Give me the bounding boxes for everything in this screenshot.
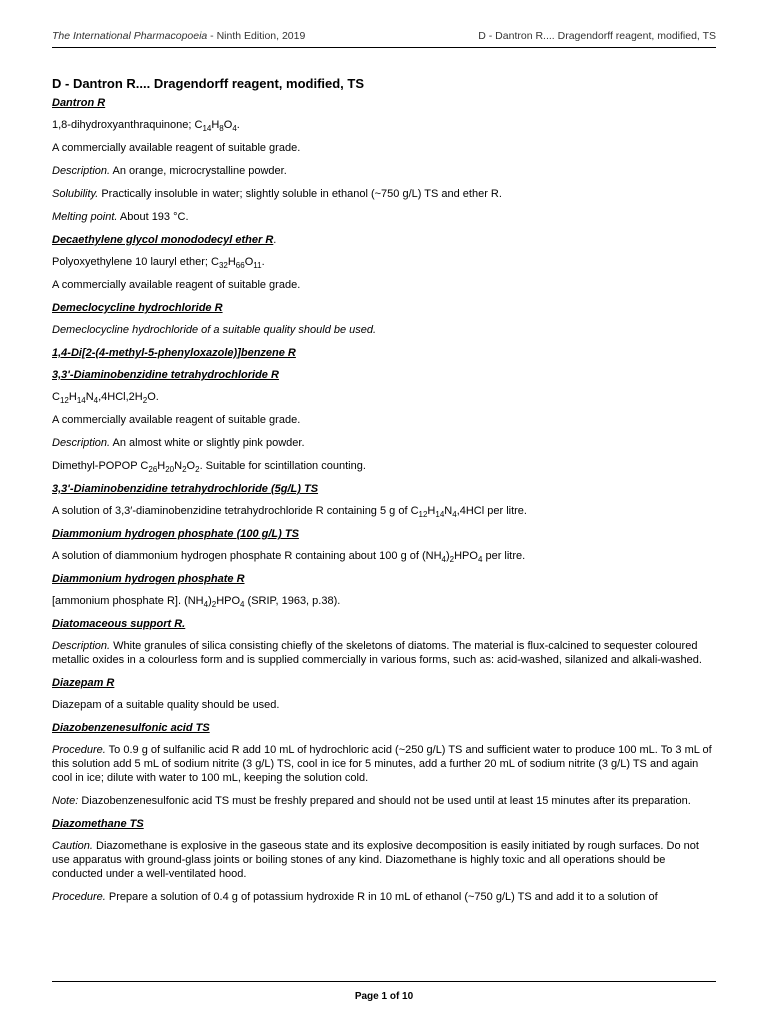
dantron-solubility: Solubility. Practically insoluble in water; slightly soluble in ethanol (~750 g/L) TS and ether R. <box>52 188 502 200</box>
diammonium-ts-text: A solution of diammonium hydrogen phosphate R containing about 100 g of $(NH_4)_2HPO_4$ per litre. <box>52 550 526 564</box>
footer-divider <box>52 981 716 982</box>
diaminobenzidine-grade: A commercially available reagent of suitable grade. <box>52 414 301 426</box>
dantron-melting-point: Melting point. About 193 °C. <box>52 211 189 223</box>
decaethylene-heading: Decaethylene glycol monododecyl ether R. <box>52 234 277 246</box>
diaminobenzidine-formula: $C_{12}H_{14}N_4,4HCl,2H_2O$. <box>52 391 159 405</box>
diazobenzenesulfonic-note: Note: Diazobenzenesulfonic acid TS must be freshly prepared and should not be used until at least 15 minutes after its preparation. <box>52 795 691 807</box>
publication-line <box>52 30 305 42</box>
diatomaceous-description: Description. White granules of silica consisting chiefly of the skeletons of diatoms. The material is flux-calcined to sequester coloured metallic oxides in a colourless form and is supplied commercially in various forms, such as: acid-washed, silanized and alkali-washed. <box>52 640 702 666</box>
entry-title-dantron[interactable]: Dantron R <box>52 97 106 109</box>
entry-title-dimethyl-popop[interactable]: 1,4-Di[2-(4-methyl-5-phenyloxazole)]benzene R <box>52 347 296 359</box>
page-number: Page 1 of 10 <box>354 991 414 1002</box>
demeclocycline-text: Demeclocycline hydrochloride of a suitable quality should be used. <box>52 324 377 336</box>
entry-title-demeclocycline[interactable]: Demeclocycline hydrochloride R <box>52 302 223 314</box>
entry-title-decaethylene[interactable]: Decaethylene glycol monododecyl ether R <box>52 234 274 246</box>
edition-text: - Ninth Edition, 2019 <box>207 30 306 42</box>
dimethyl-popop-formula: Dimethyl-POPOP $C_{26}H_{20}N_2O_2$. Suitable for scintillation counting. <box>52 460 366 474</box>
entry-title-diazobenzenesulfonic[interactable]: Diazobenzenesulfonic acid TS <box>52 722 210 734</box>
diazobenzenesulfonic-procedure: Procedure. To 0.9 g of sulfanilic acid R add 10 mL of hydrochloric acid (~250 g/L) TS and sufficient water to produce 100 mL. To 3 mL of this solution add 5 mL of sodium nitrite (3 g/L) TS, cool in ice for 5 minutes, add a further 20 mL of sodium nitrite (3 g/L) TS and again cool in ice; dilute with water to 100 mL, keeping the solution cold. <box>52 744 712 784</box>
entry-title-diaminobenzidine[interactable]: 3,3'-Diaminobenzidine tetrahydrochloride R <box>52 369 279 381</box>
diazomethane-procedure: Procedure. Prepare a solution of 0.4 g of potassium hydroxide R in 10 mL of ethanol (~750 g/L) TS and add it to a solution of <box>52 891 658 903</box>
diazomethane-caution: Caution. Diazomethane is explosive in the gaseous state and its explosive decomposition is easily initiated by rough surfaces. Do not use apparatus with ground-glass joints or boiling stones of any kind. Diazomethane is highly toxic and all operations should be conducted under a well-ventilated hood. <box>52 840 699 880</box>
entry-title-diammonium[interactable]: Diammonium hydrogen phosphate R <box>52 573 245 585</box>
diazepam-text: Diazepam of a suitable quality should be used. <box>52 699 280 711</box>
diaminobenzidine-description: Description. An almost white or slightly pink powder. <box>52 437 305 449</box>
entry-title-diazomethane[interactable]: Diazomethane TS <box>52 818 144 830</box>
page-header <box>52 26 716 46</box>
section-range: D - Dantron R.... Dragendorff reagent, modified, TS <box>478 30 716 42</box>
entry-title-diammonium-ts[interactable]: Diammonium hydrogen phosphate (100 g/L) TS <box>52 528 299 540</box>
decaethylene-grade: A commercially available reagent of suitable grade. <box>52 279 301 291</box>
decaethylene-formula: Polyoxyethylene 10 lauryl ether; $C_{32}H_{66}O_{11}$. <box>52 256 265 270</box>
dantron-description: Description. An orange, microcrystalline powder. <box>52 165 287 177</box>
header-divider <box>52 47 716 48</box>
page-title: D - Dantron R.... Dragendorff reagent, modified, TS <box>52 76 365 91</box>
diaminobenzidine-ts-text: A solution of 3,3′-diaminobenzidine tetrahydrochloride R containing 5 g of $C_{12}H_{14}N_4,4HCl$ per litre. <box>52 505 527 519</box>
dantron-formula: 1,8-dihydroxyanthraquinone; $C_{14}H_8O_4$. <box>52 119 240 133</box>
diammonium-text: [ammonium phosphate R]. $(NH_4)_2HPO_4$ (SRIP, 1963, p.38). <box>52 595 341 609</box>
dantron-grade: A commercially available reagent of suitable grade. <box>52 142 301 154</box>
entry-title-diaminobenzidine-ts[interactable]: 3,3'-Diaminobenzidine tetrahydrochloride (5g/L) TS <box>52 483 319 495</box>
entry-title-diazepam[interactable]: Diazepam R <box>52 677 115 689</box>
document-body <box>52 76 716 913</box>
publication-title: The International Pharmacopoeia <box>52 30 208 42</box>
entry-title-diatomaceous[interactable]: Diatomaceous support R. <box>52 618 186 630</box>
